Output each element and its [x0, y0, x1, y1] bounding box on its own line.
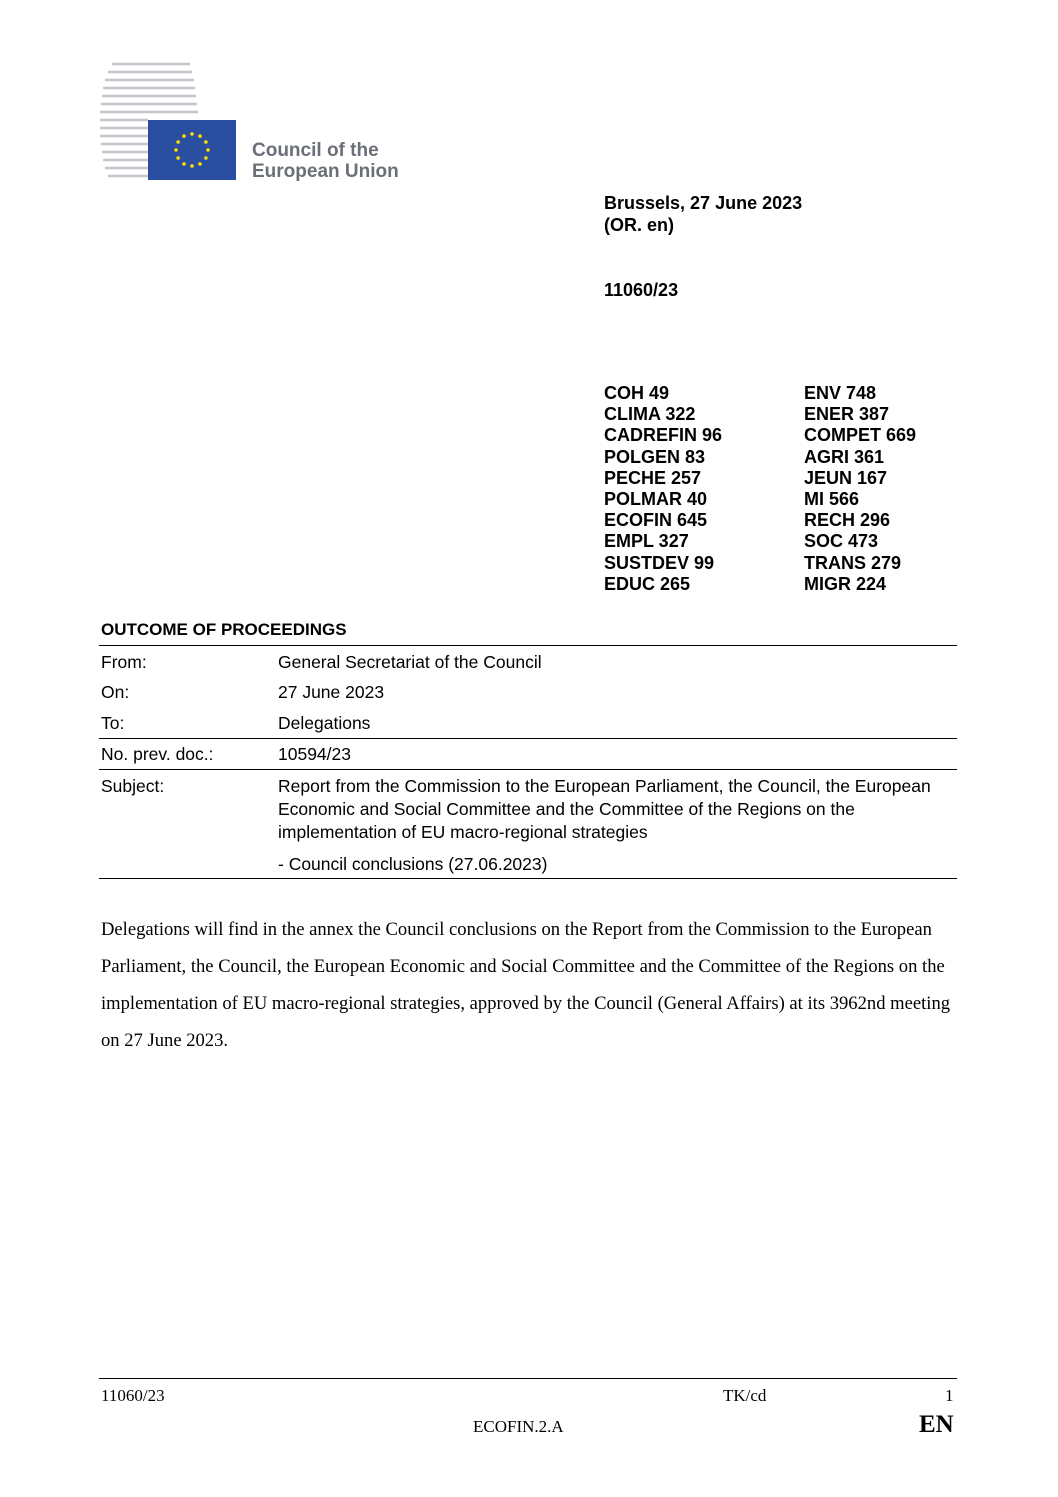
on-value: 27 June 2023: [278, 682, 385, 702]
code: MI 566: [804, 489, 860, 510]
org-name-line2: European Union: [252, 161, 399, 182]
footer-language: EN: [919, 1411, 954, 1438]
org-name: [252, 140, 399, 182]
footer-initials: TK/cd: [723, 1386, 767, 1405]
to-label: To:: [101, 713, 125, 733]
footer-page-number: 1: [945, 1386, 954, 1405]
footer-unit: ECOFIN.2.A: [473, 1417, 564, 1436]
code: COMPET 669: [804, 425, 917, 446]
table-mid-rule: [99, 738, 957, 739]
code: TRANS 279: [804, 552, 902, 573]
code: ENV 748: [804, 383, 877, 403]
footer-doc-number: 11060/23: [101, 1386, 165, 1405]
prev-doc-value: 10594/23: [278, 744, 351, 764]
code: POLMAR 40: [604, 489, 708, 510]
council-logo: [98, 60, 418, 190]
codes-right-column: [804, 383, 916, 595]
code: ENER 387: [804, 404, 890, 425]
footer-rule: [99, 1378, 957, 1379]
subject-sub: - Council conclusions (27.06.2023): [278, 854, 548, 874]
code: SOC 473: [804, 531, 879, 552]
code: RECH 296: [804, 510, 891, 531]
subject-value: Report from the Commission to the European Parliament, the Council, the European Economic and Social Committee and the Committee of the Regions on the implementation of EU macro-regional strategies: [278, 776, 931, 842]
table-top-rule: [99, 645, 957, 646]
from-value: General Secretariat of the Council: [278, 652, 542, 672]
on-label: On:: [101, 682, 130, 702]
date-line: Brussels, 27 June 2023: [604, 193, 803, 213]
code: EDUC 265: [604, 573, 691, 594]
code: CADREFIN 96: [604, 425, 723, 446]
prev-doc-label: No. prev. doc.:: [101, 744, 214, 764]
doc-number: 11060/23: [604, 280, 679, 300]
code: PECHE 257: [604, 467, 702, 488]
body-paragraph: Delegations will find in the annex the Council conclusions on the Report from the Commission to the European Parliament, the Council, the European Economic and Social Committee and the Committee of the Regions on the implementation of EU macro-regional strategies, approved by the Council (General Affairs) at its 3962nd meeting on 27 June 2023.: [101, 919, 951, 1051]
code: COH 49: [604, 383, 670, 403]
code: CLIMA 322: [604, 404, 696, 425]
codes-left-column: [604, 383, 722, 595]
code: ECOFIN 645: [604, 510, 708, 531]
code: JEUN 167: [804, 467, 888, 488]
to-value: Delegations: [278, 713, 371, 733]
from-label: From:: [101, 652, 147, 672]
outcome-title: OUTCOME OF PROCEEDINGS: [101, 620, 347, 639]
code: AGRI 361: [804, 446, 885, 467]
table-mid-rule-2: [99, 769, 957, 770]
code: MIGR 224: [804, 573, 887, 594]
subject-label: Subject:: [101, 776, 165, 796]
original-language: (OR. en): [604, 215, 674, 235]
code: EMPL 327: [604, 531, 689, 552]
code: SUSTDEV 99: [604, 552, 715, 573]
org-name-line1: Council of the: [252, 140, 379, 161]
code: POLGEN 83: [604, 446, 706, 467]
table-bottom-rule: [99, 878, 957, 879]
eu-flag-icon: [148, 120, 236, 180]
